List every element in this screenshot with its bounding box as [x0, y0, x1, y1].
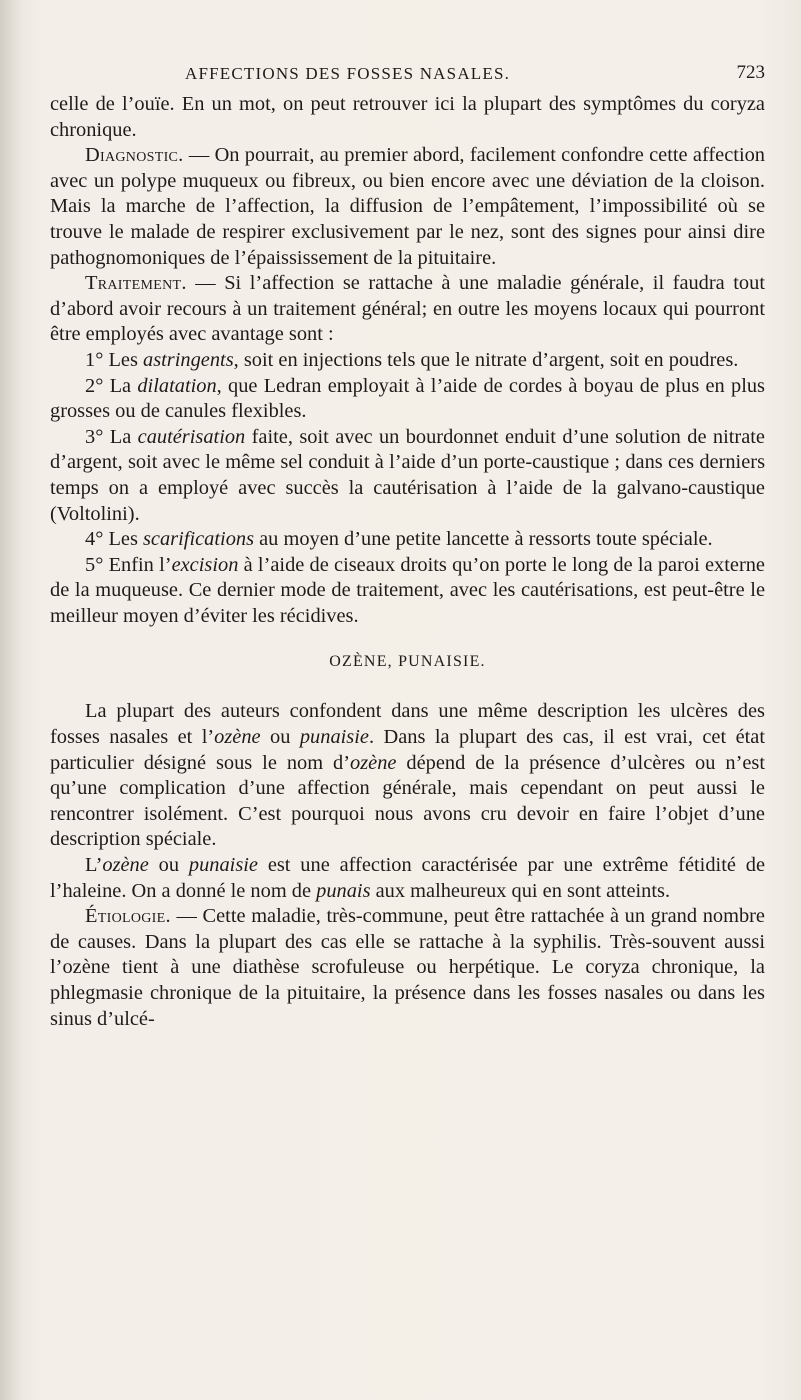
running-head: AFFECTIONS DES FOSSES NASALES. [185, 64, 511, 83]
paragraph-text: dépend de la présence d’ulcères ou n’est qu’une complication d’une affection générale, mais cependant on peut aussi le rencontrer isolément. C’est pourquoi nous avons cru devoir en faire l’objet d’une description spéciale. [50, 751, 766, 851]
emphasis: ozène [214, 726, 261, 749]
paragraph [50, 699, 765, 853]
emphasis: dilatation [137, 374, 217, 397]
list-item-number: 1° Les [85, 348, 143, 371]
paragraph-text: ou [260, 726, 300, 749]
emphasis: astringents [143, 348, 234, 371]
list-item-text: , soit en injections tels que le nitrate d’argent, soit en poudres. [233, 348, 739, 371]
list-item [50, 374, 765, 425]
paragraph [50, 92, 765, 143]
paragraph [50, 853, 765, 904]
list-item-text: faite, soit avec un bourdonnet enduit d’une solution de nitrate d’argent, soit avec le même sel conduit à l’aide d’un porte-caustique ; dans ces derniers temps on a employé avec succès la cautérisation à l’aide de la galvano-caustique (Voltolini). [50, 425, 765, 525]
binding-shadow [0, 0, 22, 1400]
paragraph-etiologie [50, 904, 765, 1032]
paragraph-text: — Cette maladie, très-commune, peut être rattachée à un grand nombre de causes. Dans la plupart des cas elle se rattache à la syphilis. Très-souvent aussi l’ozène tient à une diathèse scrofuleuse ou herpétique. Le coryza chronique, la phlegmasie chronique de la pituitaire, la présence dans les fosses nasales ou dans les sinus d’ulcé- [50, 905, 765, 1030]
paragraph-text: . Dans la plupart des cas, il est vrai, cet état particulier désigné sous le nom d’ [50, 726, 765, 774]
list-item [50, 527, 765, 553]
emphasis: ozène [102, 854, 149, 877]
emphasis: excision [171, 553, 239, 576]
paragraph-text: La plupart des auteurs confondent dans une même description les ulcères des fosses nasales et l’ [50, 700, 765, 749]
paragraph-text: ou [148, 854, 189, 877]
list-item-number: 2° La [85, 374, 138, 397]
emphasis: punais [316, 879, 371, 902]
body-text [50, 92, 765, 1032]
paragraph-diagnostic [50, 143, 765, 271]
section-lead-etiologie: Étiologie. [85, 905, 171, 928]
list-item-number: 4° Les [85, 528, 143, 551]
emphasis: ozène [350, 751, 397, 774]
emphasis: scarifications [143, 528, 255, 551]
paragraph-text: est une affection caractérisée par une extrême fétidité de l’haleine. On a donné le nom de [50, 854, 765, 902]
paragraph-text: — Si l’affection se rattache à une maladie générale, il faudra tout d’abord avoir recours à un traitement général; en outre les moyens locaux qui pourront être employés avec avantage sont : [50, 272, 765, 346]
list-item-text: , que Ledran employait à l’aide de cordes à boyau de plus en plus grosses ou de canules flexibles. [50, 374, 765, 423]
list-item [50, 425, 765, 527]
list-item [50, 553, 765, 630]
section-title: OZÈNE, PUNAISIE. [329, 653, 486, 671]
section-lead-traitement: Traitement. [85, 272, 187, 295]
emphasis: cautérisation [137, 425, 246, 448]
paragraph-text: celle de l’ouïe. En un mot, on peut retrouver ici la plupart des symptômes du coryza chronique. [50, 93, 765, 141]
list-item [50, 348, 765, 374]
emphasis: punaisie [188, 854, 258, 877]
list-item-number: 5° Enfin l’ [85, 553, 172, 576]
page-header [50, 60, 765, 90]
emphasis: punaisie [299, 726, 369, 749]
list-item-text: au moyen d’une petite lancette à ressorts toute spéciale. [254, 528, 713, 551]
paragraph-text: aux malheureux qui en sont atteints. [370, 879, 671, 902]
list-item-number: 3° La [85, 425, 138, 448]
page-number: 723 [736, 62, 765, 83]
paragraph-text: — On pourrait, au premier abord, facilement confondre cette affection avec un polype muqueux ou fibreux, ou bien encore avec une déviation de la cloison. Mais la marche de l’affection, la diffusion de l’empâtement, l’impossibilité où se trouve le malade de respirer exclusivement par le nez, sont des signes pour ainsi dire pathognomoniques de l’épaississement de la pituitaire. [50, 144, 765, 269]
section-lead-diagnostic: Diagnostic. [85, 144, 184, 167]
list-item-text: à l’aide de ciseaux droits qu’on porte le long de la paroi externe de la muqueuse. Ce dernier mode de traitement, avec les cautérisations, est peut-être le meilleur moyen d’éviter les récidives. [50, 553, 765, 627]
paragraph-traitement [50, 271, 765, 348]
paragraph-text: L’ [85, 854, 103, 877]
